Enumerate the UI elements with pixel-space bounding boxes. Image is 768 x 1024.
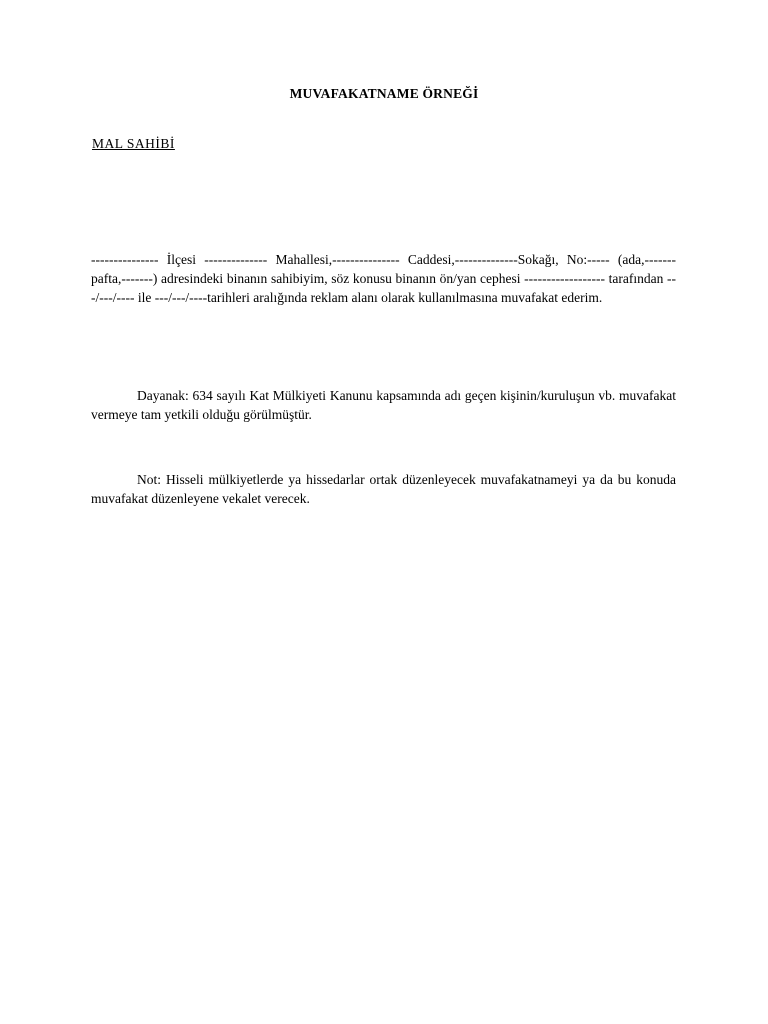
consent-paragraph: --------------- İlçesi -------------- Mahallesi,--------------- Caddesi,--------------Sokağı, No:----- (ada,------- pafta,-------) adresindeki binanın sahibiyim, söz konusu binanın ön/yan cephesi ------------------ tarafından ---/---/---- ile ---/---/----tarihleri aralığında reklam alanı olarak kullanılmasına muvafakat ederim. (91, 252, 676, 305)
note-paragraph: Not: Hisseli mülkiyetlerde ya hissedarlar ortak düzenleyecek muvafakatnameyi ya da bu konuda muvafakat düzenleyene vekalet verecek. (91, 472, 676, 506)
document-title: MUVAFAKATNAME ÖRNEĞİ (289, 86, 479, 101)
owner-heading: MAL SAHİBİ (92, 136, 175, 151)
basis-paragraph: Dayanak: 634 sayılı Kat Mülkiyeti Kanunu kapsamında adı geçen kişinin/kuruluşun vb. muvafakat vermeye tam yetkili olduğu görülmüştür. (91, 388, 676, 422)
